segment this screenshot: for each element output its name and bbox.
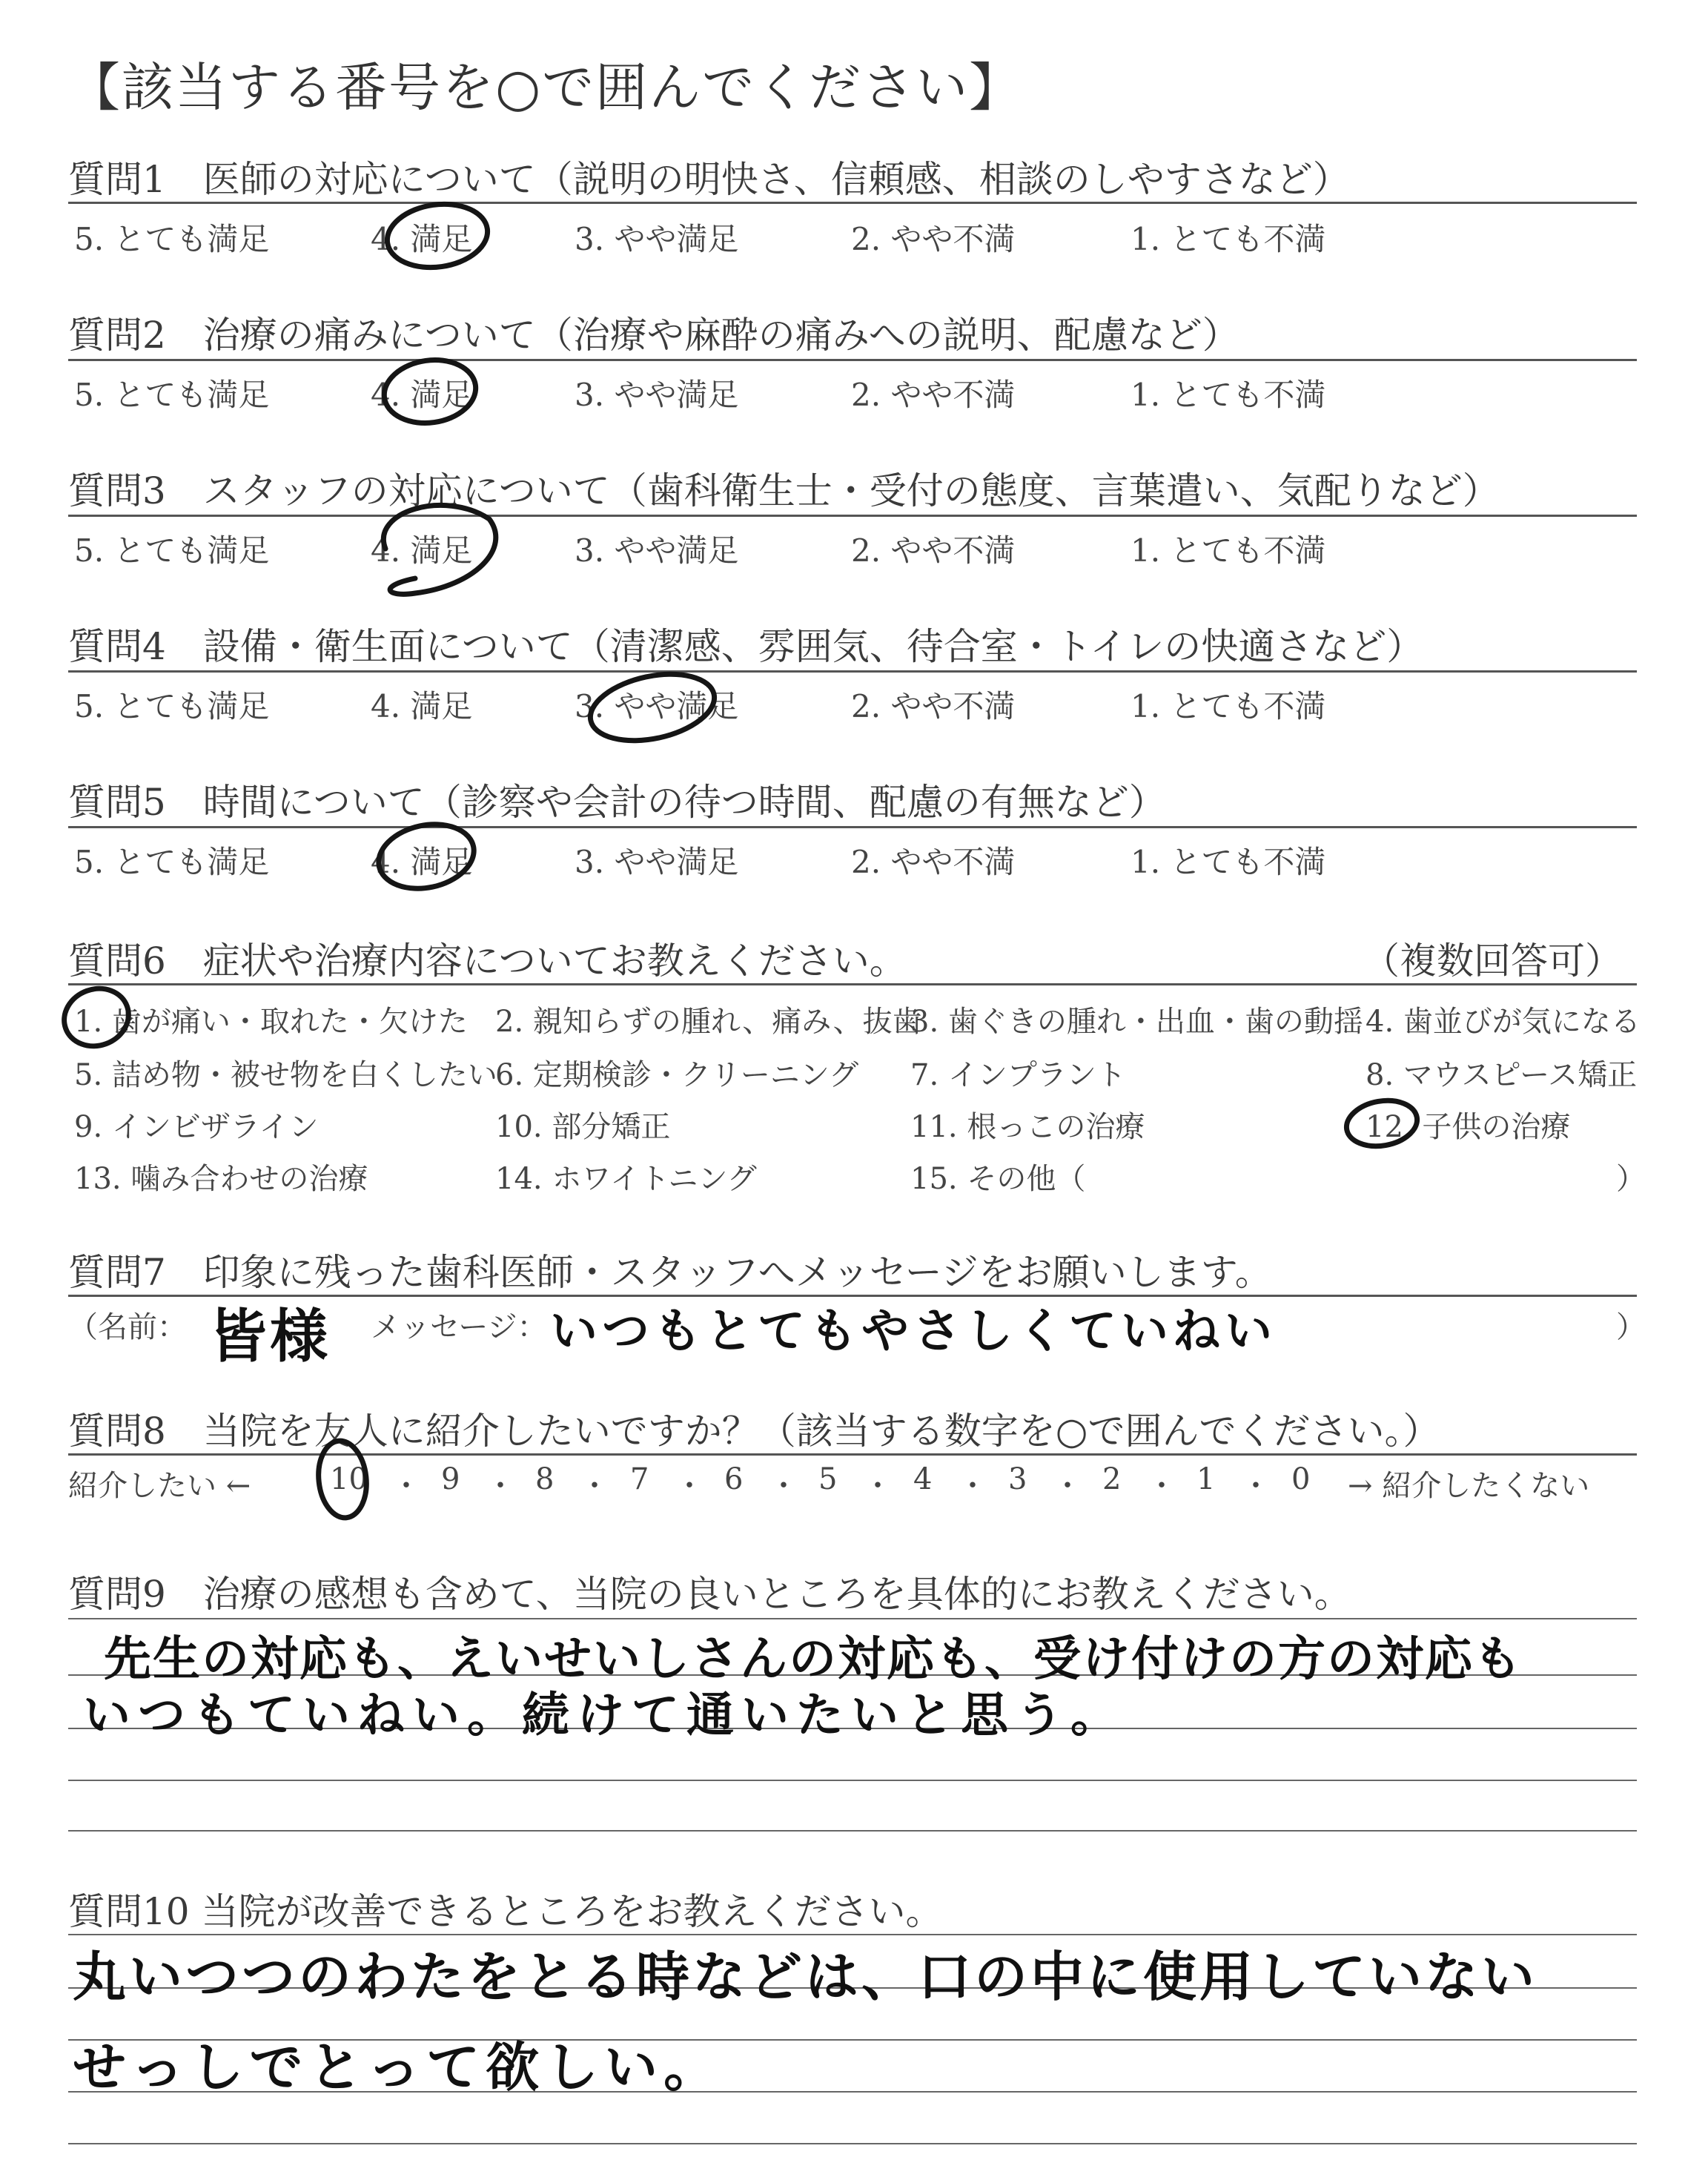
divider bbox=[68, 826, 1637, 828]
scale-9[interactable]: 9 bbox=[441, 1462, 460, 1496]
option-satisfied[interactable]: 4. 満足 bbox=[371, 844, 473, 880]
scale-dot: ・ bbox=[675, 1469, 704, 1503]
name-label: （名前： bbox=[68, 1310, 187, 1344]
symptom-option[interactable]: 7. インプラント bbox=[910, 1058, 1126, 1092]
answer-line bbox=[68, 1618, 1637, 1619]
symptom-option[interactable]: 1. 歯が痛い・取れた・欠けた bbox=[74, 1005, 468, 1039]
option-very-dissatisfied[interactable]: 1. とても不満 bbox=[1131, 221, 1326, 257]
option-satisfied[interactable]: 4. 満足 bbox=[371, 221, 473, 257]
recommend-right-label: → 紹介したくない bbox=[1348, 1469, 1590, 1503]
form-header: 【該当する番号を○で囲んでください】 bbox=[68, 57, 1023, 118]
symptom-option[interactable]: 6. 定期検診・クリーニング bbox=[495, 1058, 859, 1092]
scale-dot: ・ bbox=[486, 1469, 515, 1503]
scale-0[interactable]: 0 bbox=[1291, 1462, 1311, 1496]
option-satisfied[interactable]: 4. 満足 bbox=[371, 532, 473, 569]
scale-5[interactable]: 5 bbox=[818, 1462, 838, 1496]
symptom-option[interactable]: 2. 親知らずの腫れ、痛み、抜歯 bbox=[495, 1005, 922, 1039]
divider bbox=[68, 983, 1637, 985]
scale-2[interactable]: 2 bbox=[1102, 1462, 1122, 1496]
scale-7[interactable]: 7 bbox=[630, 1462, 649, 1496]
option-very-dissatisfied[interactable]: 1. とても不満 bbox=[1131, 844, 1326, 880]
option-somewhat-satisfied[interactable]: 3. やや満足 bbox=[575, 221, 739, 257]
recommend-left-label: 紹介したい ← bbox=[68, 1469, 251, 1503]
symptom-option[interactable]: 11. 根っこの治療 bbox=[910, 1110, 1145, 1144]
option-somewhat-satisfied[interactable]: 3. やや満足 bbox=[575, 844, 739, 880]
answer-line bbox=[68, 1830, 1637, 1832]
message-handwritten[interactable]: いつもとてもやさしくていねい bbox=[550, 1304, 1277, 1359]
symptom-option[interactable]: 3. 歯ぐきの腫れ・出血・歯の動揺 bbox=[910, 1005, 1363, 1039]
scale-dot: ・ bbox=[580, 1469, 609, 1503]
scale-dot: ・ bbox=[769, 1469, 798, 1503]
symptom-option[interactable]: 14. ホワイトニング bbox=[495, 1162, 757, 1196]
option-very-satisfied[interactable]: 5. とても満足 bbox=[74, 532, 270, 569]
q10-answer-line-2[interactable]: せっしでとって欲しい。 bbox=[73, 2036, 724, 2098]
question-2-title: 質問2 治療の痛みについて（治療や麻酔の痛みへの説明、配慮など） bbox=[68, 314, 1239, 357]
question-10-title: 質問10 当院が改善できるところをお教えください。 bbox=[68, 1890, 943, 1933]
option-somewhat-satisfied[interactable]: 3. やや満足 bbox=[575, 377, 739, 413]
option-very-satisfied[interactable]: 5. とても満足 bbox=[74, 688, 270, 724]
option-somewhat-dissatisfied[interactable]: 2. やや不満 bbox=[851, 688, 1016, 724]
message-label: メッセージ： bbox=[371, 1310, 547, 1344]
scale-10[interactable]: 10 bbox=[330, 1462, 368, 1496]
message-close-paren: ） bbox=[1616, 1310, 1646, 1344]
scale-8[interactable]: 8 bbox=[535, 1462, 555, 1496]
question-8-title: 質問8 当院を友人に紹介したいですか？（該当する数字を○で囲んでください。） bbox=[68, 1410, 1440, 1453]
question-5-title: 質問5 時間について（診察や会計の待つ時間、配慮の有無など） bbox=[68, 781, 1166, 824]
scale-dot: ・ bbox=[958, 1469, 987, 1503]
symptom-option[interactable]: 9. インビザライン bbox=[74, 1110, 319, 1144]
symptom-option[interactable]: 12. 子供の治療 bbox=[1366, 1110, 1571, 1144]
other-close-paren: ） bbox=[1616, 1162, 1646, 1196]
option-somewhat-dissatisfied[interactable]: 2. やや不満 bbox=[851, 221, 1016, 257]
option-very-satisfied[interactable]: 5. とても満足 bbox=[74, 221, 270, 257]
question-1-title: 質問1 医師の対応について（説明の明快さ、信頼感、相談のしやすさなど） bbox=[68, 158, 1350, 201]
q10-answer-line-1[interactable]: 丸いつつのわたをとる時などは、口の中に使用していない bbox=[73, 1946, 1538, 2008]
symptom-option[interactable]: 13. 噛み合わせの治療 bbox=[74, 1162, 368, 1196]
scale-4[interactable]: 4 bbox=[913, 1462, 933, 1496]
option-very-satisfied[interactable]: 5. とても満足 bbox=[74, 377, 270, 413]
scale-dot: ・ bbox=[1147, 1469, 1176, 1503]
q9-answer-line-2[interactable]: いつもていねい。続けて通いたいと思う。 bbox=[83, 1688, 1125, 1743]
option-satisfied[interactable]: 4. 満足 bbox=[371, 688, 473, 724]
symptom-option[interactable]: 4. 歯並びが気になる bbox=[1366, 1005, 1641, 1039]
symptom-option[interactable]: 15. その他（ bbox=[910, 1162, 1086, 1196]
scale-dot: ・ bbox=[1053, 1469, 1082, 1503]
symptom-option[interactable]: 5. 詰め物・被せ物を白くしたい bbox=[74, 1058, 497, 1092]
scale-dot: ・ bbox=[863, 1469, 893, 1503]
scale-dot: ・ bbox=[1241, 1469, 1271, 1503]
scale-3[interactable]: 3 bbox=[1008, 1462, 1027, 1496]
divider bbox=[68, 515, 1637, 517]
q9-answer-line-1[interactable]: 先生の対応も、えいせいしさんの対応も、受け付けの方の対応も bbox=[104, 1632, 1523, 1687]
option-satisfied[interactable]: 4. 満足 bbox=[371, 377, 473, 413]
question-3-title: 質問3 スタッフの対応について（歯科衛生士・受付の態度、言葉遣い、気配りなど） bbox=[68, 469, 1500, 512]
option-very-dissatisfied[interactable]: 1. とても不満 bbox=[1131, 688, 1326, 724]
option-somewhat-dissatisfied[interactable]: 2. やや不満 bbox=[851, 844, 1016, 880]
option-very-satisfied[interactable]: 5. とても満足 bbox=[74, 844, 270, 880]
question-6-title: 質問6 症状や治療内容についてお教えください。 bbox=[68, 939, 907, 982]
option-very-dissatisfied[interactable]: 1. とても不満 bbox=[1131, 532, 1326, 569]
question-4-title: 質問4 設備・衛生面について（清潔感、雰囲気、待合室・トイレの快適さなど） bbox=[68, 625, 1424, 668]
name-handwritten[interactable]: 皆様 bbox=[209, 1304, 331, 1370]
scale-dot: ・ bbox=[391, 1469, 421, 1503]
answer-line bbox=[68, 1780, 1637, 1781]
scale-6[interactable]: 6 bbox=[724, 1462, 744, 1496]
divider bbox=[68, 670, 1637, 673]
divider bbox=[68, 202, 1637, 204]
answer-line bbox=[68, 2143, 1637, 2144]
multiple-answers-note: （複数回答可） bbox=[1363, 939, 1622, 982]
symptom-option[interactable]: 10. 部分矯正 bbox=[495, 1110, 671, 1144]
option-somewhat-satisfied[interactable]: 3. やや満足 bbox=[575, 688, 739, 724]
question-9-title: 質問9 治療の感想も含めて、当院の良いところを具体的にお教えください。 bbox=[68, 1573, 1351, 1616]
question-7-title: 質問7 印象に残った歯科医師・スタッフへメッセージをお願いします。 bbox=[68, 1251, 1272, 1294]
symptom-option[interactable]: 8. マウスピース矯正 bbox=[1366, 1058, 1638, 1092]
option-somewhat-satisfied[interactable]: 3. やや満足 bbox=[575, 532, 739, 569]
option-very-dissatisfied[interactable]: 1. とても不満 bbox=[1131, 377, 1326, 413]
option-somewhat-dissatisfied[interactable]: 2. やや不満 bbox=[851, 377, 1016, 413]
scale-1[interactable]: 1 bbox=[1196, 1462, 1216, 1496]
divider bbox=[68, 359, 1637, 361]
divider bbox=[68, 1453, 1637, 1456]
option-somewhat-dissatisfied[interactable]: 2. やや不満 bbox=[851, 532, 1016, 569]
